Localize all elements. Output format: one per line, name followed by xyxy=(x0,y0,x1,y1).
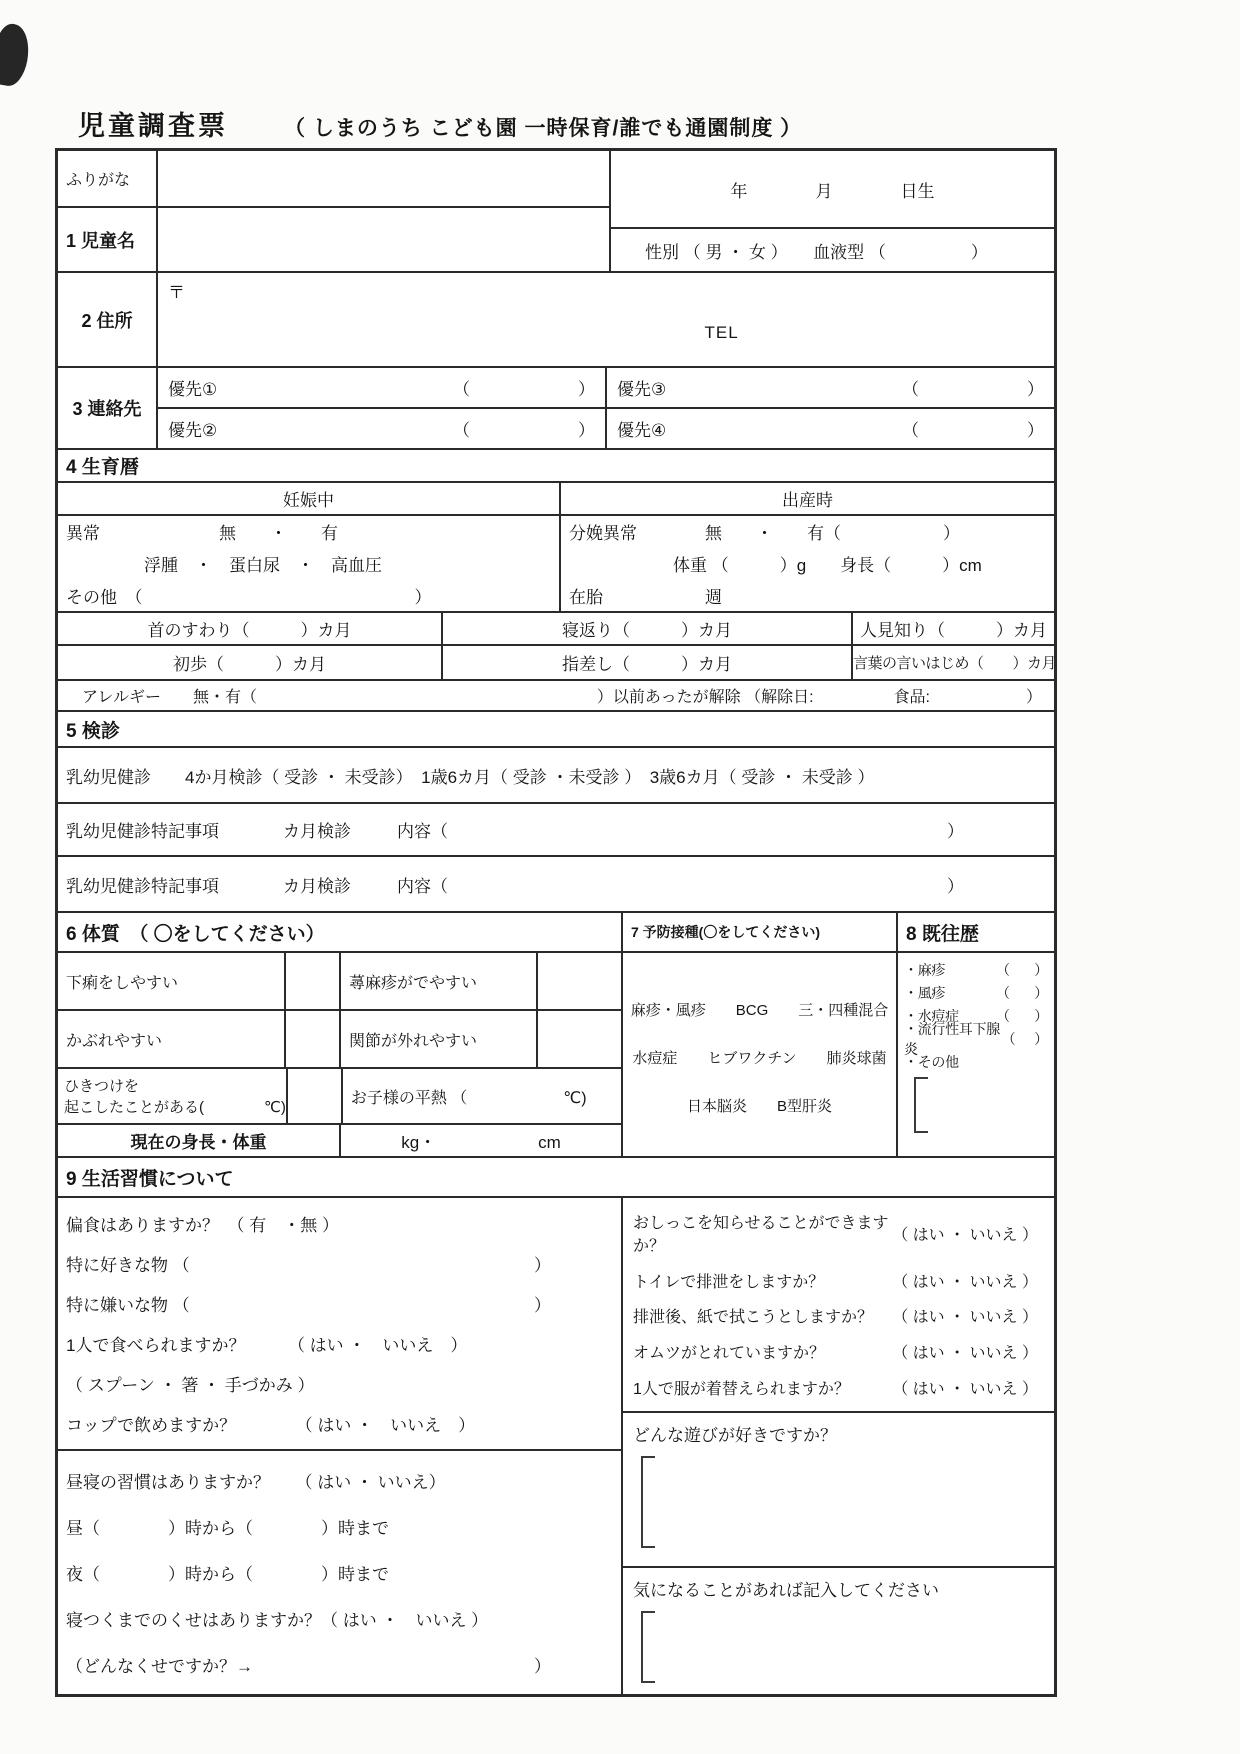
name-input-column xyxy=(158,151,611,271)
paren-close: ） xyxy=(1027,380,1044,399)
scan-smudge xyxy=(0,22,33,89)
current-height-weight-value: kg・ cm xyxy=(401,1133,561,1152)
checkbox-cell xyxy=(286,953,341,1009)
contact-priority-2 xyxy=(158,409,607,448)
contact-priority-2-label: 優先② xyxy=(168,421,218,440)
paren-blank xyxy=(1002,1029,1048,1049)
contact-block xyxy=(58,368,1054,450)
address-label: 2 住所 xyxy=(58,273,158,366)
milestones-row-1 xyxy=(58,613,1054,646)
answer-options: （ はい ・ いいえ ） xyxy=(892,1309,1038,1327)
birthdate-field: 年 月 日生 xyxy=(611,151,1054,229)
checkbox-cell xyxy=(538,953,621,1009)
notes-month-label: カ月検診 xyxy=(283,822,351,841)
notes-content-open: 内容（ xyxy=(397,822,448,841)
checkup-notes-1 xyxy=(58,804,1054,855)
question-text: 特に好きな物 （ xyxy=(66,1256,190,1276)
notes-month-label: カ月検診 xyxy=(283,876,351,896)
delivery-weight-height-line: 体重 （ ）g 身長（ ）cm xyxy=(673,556,982,575)
vaccine-line-3: 日本脳炎 B型肝炎 xyxy=(686,1098,832,1115)
growth-content xyxy=(58,516,1054,613)
contact-grid xyxy=(158,368,1054,448)
medical-history-title: 8 既往歴 xyxy=(906,923,979,945)
gender-bloodtype-field: 性別 （ 男 ・ 女 ） 血液型 （ ） xyxy=(645,242,988,262)
milestone-first-steps: 初歩（ ）カ月 xyxy=(58,646,443,679)
contact-priority-3 xyxy=(607,368,1054,407)
dress-alone-question xyxy=(623,1376,1054,1399)
pregnancy-symptoms-line: 浮腫 ・ 蛋白尿 ・ 高血圧 xyxy=(144,556,382,575)
constitution-title: 6 体質 （ 〇をしてください） xyxy=(66,923,325,945)
tel-label: TEL xyxy=(704,323,739,343)
item-normal-temperature: お子様の平熱 （ ℃) xyxy=(350,1089,587,1107)
paren-open: （ xyxy=(1001,1030,1016,1047)
item-rash: かぶれやすい xyxy=(58,1011,286,1067)
other-answer-bracket xyxy=(914,1077,928,1133)
question-text: 昼（ ）時から（ ）時まで xyxy=(66,1518,389,1538)
answer-options: （ はい ・ いいえ ） xyxy=(892,1273,1038,1291)
toilet-use-question xyxy=(623,1269,1054,1292)
vaccination-list xyxy=(623,953,898,1156)
notes-content-open: 内容（ xyxy=(397,876,448,896)
paren-close: ） xyxy=(947,876,964,896)
toilet-habits-box xyxy=(623,1198,1054,1413)
paren-close: ） xyxy=(534,1657,551,1677)
contact-label: 3 連絡先 xyxy=(58,368,158,448)
question-text: オムツがとれていますか？ xyxy=(633,1345,826,1363)
milestone-head-control: 首のすわり（ ）カ月 xyxy=(58,613,443,644)
question-text: 1人で食べられますか？ （ はい ・ いいえ ） xyxy=(66,1335,468,1355)
contact-priority-4 xyxy=(607,409,1054,448)
vaccination-header xyxy=(623,913,898,951)
item-hives: 蕁麻疹がでやすい xyxy=(341,953,538,1009)
question-text: 特に嫌いな物 （ xyxy=(66,1296,190,1316)
constitution-row-3 xyxy=(58,1069,621,1125)
page-title xyxy=(78,104,802,143)
concerns-question: 気になることがあれば記入してください xyxy=(633,1581,939,1600)
pregnancy-other-line: その他 （ ） xyxy=(66,587,432,607)
constitution-vaccine-history-headers xyxy=(58,913,1054,953)
question-text: 寝つくまでのくせはありますか？（ はい ・ いいえ ） xyxy=(66,1611,489,1631)
concerns-answer-bracket xyxy=(641,1611,655,1683)
lifestyle-right-column xyxy=(623,1198,1054,1694)
infant-checkup-row xyxy=(58,748,1054,804)
history-measles xyxy=(904,958,1048,981)
paren-open: （ xyxy=(453,421,470,440)
eating-habits-box xyxy=(58,1198,621,1451)
contact-priority-4-label: 優先④ xyxy=(617,421,667,440)
history-item-label: ・流行性耳下腺炎 xyxy=(904,1020,1000,1057)
diaper-free-question xyxy=(623,1340,1054,1363)
allergy-row xyxy=(58,681,1054,712)
answer-options: （ はい ・ いいえ ） xyxy=(892,1226,1038,1244)
question-text: （どんなくせですか？→ xyxy=(66,1657,253,1677)
history-item-label: ・風疹 xyxy=(904,984,946,1001)
convulsions-line-2: 起こしたことがある( ℃) xyxy=(64,1099,286,1116)
answer-options: （ はい ・ いいえ ） xyxy=(892,1380,1038,1398)
question-text: コップで飲めますか？ （ はい ・ いいえ ） xyxy=(66,1415,476,1435)
delivery-abnormality-line: 分娩異常 無 ・ 有（ ） xyxy=(569,524,960,544)
paren-close: ） xyxy=(1027,421,1044,440)
lifestyle-title: 9 生活習慣について xyxy=(66,1168,234,1190)
history-item-label: ・麻疹 xyxy=(904,961,946,978)
gestation-weeks-line: 在胎 週 xyxy=(569,587,722,607)
checkup-header xyxy=(58,712,1054,748)
name-block xyxy=(58,151,1054,273)
growth-history-header xyxy=(58,450,1054,483)
contact-row-2 xyxy=(158,409,1054,448)
child-survey-form xyxy=(55,148,1057,1697)
current-height-weight-label: 現在の身長・体重 xyxy=(58,1125,341,1156)
favorite-food-question xyxy=(66,1251,613,1276)
item-diarrhea: 下痢をしやすい xyxy=(58,953,286,1009)
favorite-play-question: どんな遊びが好きですか？ xyxy=(633,1426,837,1445)
cup-drinking-question xyxy=(66,1411,613,1436)
furigana-label: ふりがな xyxy=(58,151,156,208)
eat-alone-question xyxy=(66,1331,613,1356)
paren-blank xyxy=(996,983,1048,1003)
form-title: 児童調査票 xyxy=(78,111,228,141)
milestones-row-2 xyxy=(58,646,1057,681)
answer-options: （ はい ・ いいえ ） xyxy=(892,1345,1038,1363)
history-mumps xyxy=(904,1020,1048,1057)
birth-gender-column xyxy=(611,151,1054,271)
contact-row-1 xyxy=(158,368,1054,409)
paren-close: ） xyxy=(1034,961,1048,978)
milestone-stranger-anxiety: 人見知り（ ）カ月 xyxy=(860,621,1047,640)
constitution-header xyxy=(58,913,623,951)
paren-close: ） xyxy=(1034,984,1048,1001)
checkbox-cell xyxy=(286,1011,341,1067)
milestone-rolling-over: 寝返り（ ）カ月 xyxy=(443,613,853,644)
milestone-pointing: 指差し（ ）カ月 xyxy=(443,646,853,679)
paren-open: （ xyxy=(902,380,919,399)
form-title-paren: （ しまのうち こども園 一時保育/誰でも通園制度 ） xyxy=(284,117,803,140)
lifestyle-body xyxy=(58,1198,1054,1694)
checkup-notes-2 xyxy=(58,857,1054,911)
paren-close: ） xyxy=(534,1256,551,1276)
notes-label: 乳幼児健診特記事項 xyxy=(66,822,219,841)
utensils-options xyxy=(66,1371,613,1396)
medical-history-list xyxy=(898,953,1054,1156)
address-block xyxy=(58,273,1054,368)
paren-blank xyxy=(996,960,1048,980)
item-joint-dislocation: 関節が外れやすい xyxy=(341,1011,538,1067)
question-text: 昼寝の習慣はありますか？ （ はい ・ いいえ） xyxy=(66,1472,446,1492)
allergy-cell xyxy=(58,681,1054,710)
checkup-title: 5 検診 xyxy=(66,720,120,742)
question-text: 偏食はありますか？ （ 有 ・無 ） xyxy=(66,1216,339,1236)
sleep-habit-question xyxy=(66,1606,613,1631)
concerns-box xyxy=(623,1568,1054,1694)
allergy-release-label: ）以前あったが解除 （解除日: 食品: ） xyxy=(596,689,1042,706)
night-sleep-hours xyxy=(66,1560,613,1585)
history-rubella xyxy=(904,981,1048,1004)
address-input-area xyxy=(158,273,1054,366)
picky-eating-question xyxy=(66,1211,613,1236)
child-name-input-area xyxy=(158,208,609,271)
constitution-vaccine-history-body xyxy=(58,953,1054,1158)
lifestyle-left-column xyxy=(58,1198,623,1694)
medical-history-header xyxy=(898,913,1054,951)
child-name-label: 1 児童名 xyxy=(66,230,136,251)
vaccine-line-2: 水痘症 ヒブワクチン 肺炎球菌 xyxy=(632,1050,887,1067)
question-text: おしっこを知らせることができますか？ xyxy=(633,1215,889,1256)
pregnancy-column-header: 妊娠中 xyxy=(58,483,561,514)
question-text: 排泄後、紙で拭こうとしますか？ xyxy=(633,1309,874,1327)
favorite-play-box xyxy=(623,1413,1054,1568)
paren-close: ） xyxy=(578,380,595,399)
question-text: 夜（ ）時から（ ）時まで xyxy=(66,1564,389,1584)
constitution-grid xyxy=(58,953,623,1156)
question-text: 1人で服が着替えられますか？ xyxy=(633,1380,850,1398)
question-text: トイレで排泄をしますか？ xyxy=(633,1273,825,1291)
paren-open: （ xyxy=(996,1007,1010,1024)
question-text: （ スプーン ・ 箸 ・ 手づかみ ） xyxy=(66,1375,315,1395)
vaccination-title: 7 予防接種(〇をしてください) xyxy=(631,924,820,940)
sleep-habits-box xyxy=(58,1451,621,1694)
delivery-column-header: 出産時 xyxy=(782,491,833,510)
pregnancy-cell xyxy=(58,516,561,611)
paren-open: （ xyxy=(902,421,919,440)
contact-priority-3-label: 優先③ xyxy=(617,380,667,399)
growth-history-title: 4 生育暦 xyxy=(66,457,139,478)
notes-label: 乳幼児健診特記事項 xyxy=(66,876,219,896)
disliked-food-question xyxy=(66,1291,613,1316)
milestone-first-words: 言葉の言いはじめ（ ）カ月 xyxy=(853,655,1057,672)
nap-habit-question xyxy=(66,1468,613,1493)
checkbox-cell xyxy=(538,1011,621,1067)
history-other-label: ・その他 xyxy=(904,1053,959,1070)
checkbox-cell xyxy=(288,1069,343,1123)
vaccine-line-1: 麻疹・風疹 BCG 三・四種混合 xyxy=(630,1002,889,1019)
furigana-input-area xyxy=(158,151,609,208)
history-item-label: ・水痘症 xyxy=(904,1007,959,1024)
item-convulsions xyxy=(58,1069,288,1123)
constitution-row-2 xyxy=(58,1011,621,1069)
daytime-nap-hours xyxy=(66,1514,613,1539)
paren-open: （ xyxy=(453,380,470,399)
contact-priority-1 xyxy=(158,368,607,407)
allergy-label: アレルギー 無・有（ xyxy=(82,689,257,706)
growth-column-headers xyxy=(58,483,1054,516)
paren-close: ） xyxy=(534,1296,551,1316)
paren-open: （ xyxy=(996,961,1010,978)
checkup-notes-row-2 xyxy=(58,857,1054,913)
pregnancy-abnormality-line: 異常 無 ・ 有 xyxy=(66,524,338,544)
wipe-paper-question xyxy=(623,1304,1054,1327)
paren-close: ） xyxy=(1034,1030,1048,1047)
paren-blank xyxy=(996,1006,1048,1026)
convulsions-line-1: ひきつけを xyxy=(64,1078,140,1095)
postal-mark: 〒 xyxy=(168,283,185,302)
paren-open: （ xyxy=(996,984,1010,1001)
pee-notify-question xyxy=(623,1210,1054,1256)
paren-close: ） xyxy=(1034,1007,1048,1024)
contact-priority-1-label: 優先① xyxy=(168,380,218,399)
lifestyle-header xyxy=(58,1158,1054,1198)
checkup-notes-row-1 xyxy=(58,804,1054,857)
what-habit-question xyxy=(66,1652,613,1677)
name-label-column xyxy=(58,151,158,271)
constitution-row-4 xyxy=(58,1125,621,1156)
paren-close: ） xyxy=(947,822,964,841)
paren-close: ） xyxy=(578,421,595,440)
constitution-row-1 xyxy=(58,953,621,1011)
infant-checkup-line: 乳幼児健診 4か月検診（ 受診 ・ 未受診） 1歳6カ月（ 受診 ・未受診 ） 3歳6カ月（ 受診 ・ 未受診 ） xyxy=(66,767,875,787)
delivery-cell xyxy=(561,516,1054,611)
play-answer-bracket xyxy=(641,1456,655,1548)
